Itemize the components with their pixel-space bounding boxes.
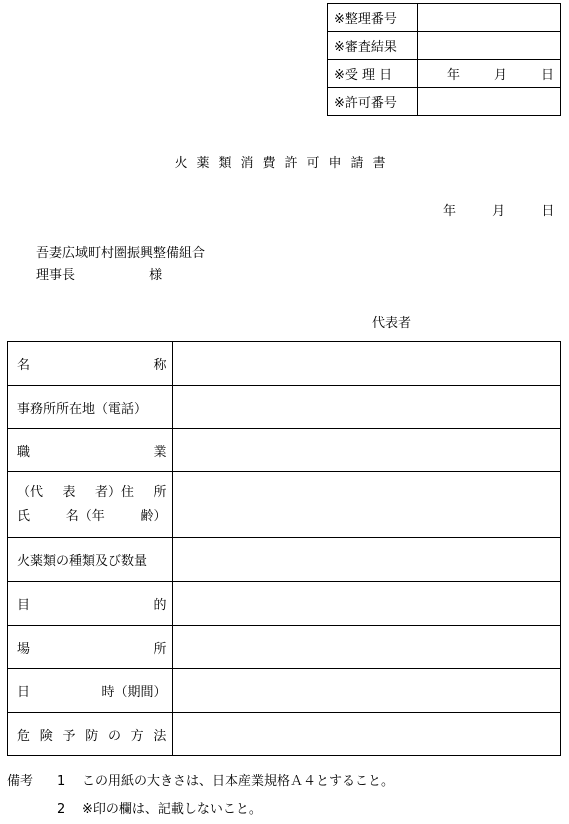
receipt-year-unit: 年 [446,68,460,83]
note-item-1 [7,768,394,796]
label-part: 方 [130,728,144,744]
date-year-unit: 年 [443,204,457,219]
label-occupation-part: 業 [153,444,167,460]
note-text: ※印の欄は、記載しないこと。 [82,802,262,817]
addressee-position: 理事長 [36,268,76,283]
label-location-part: 所 [153,641,167,657]
row-hazard-prevention [8,713,561,756]
addressee-honorific: 様 [149,268,163,283]
office-field-review-result[interactable] [418,32,561,60]
label-part: 齢） [140,508,167,524]
office-label-permit-number: ※許可番号 [328,88,418,116]
row-office-address [8,386,561,429]
office-label-reference-number: ※整理番号 [328,4,418,32]
office-row-receipt-date [328,60,561,88]
label-part: の [107,728,121,744]
form-title: 火薬類消費許可申請書 [174,156,395,171]
notes-heading: 備考 [7,774,34,789]
label-name [8,342,173,386]
label-purpose [8,582,173,626]
office-row-permit-number [328,88,561,116]
office-field-reference-number[interactable] [418,4,561,32]
receipt-month-unit: 月 [493,68,507,83]
office-field-permit-number[interactable] [418,88,561,116]
label-part: 法 [153,728,167,744]
office-row-review-result [328,32,561,60]
addressee-block [36,243,205,287]
row-representative [8,472,561,538]
note-number: 1 [57,774,66,789]
office-field-receipt-date[interactable] [418,60,561,88]
label-representative [8,472,173,538]
label-occupation [8,429,173,472]
label-datetime [8,669,173,713]
label-part: 予 [62,728,76,744]
application-date [443,200,554,219]
note-number: 2 [57,802,66,817]
note-item-2 [7,796,394,824]
office-use-table [327,3,561,116]
date-month-unit: 月 [492,204,506,219]
label-part: （代 [17,484,44,500]
field-purpose[interactable] [173,582,561,626]
label-part: 表 [62,484,76,500]
label-name-part: 名 [17,358,31,373]
representative-label: 代表者 [372,316,412,331]
field-representative[interactable] [173,472,561,538]
field-occupation[interactable] [173,429,561,472]
field-hazard-prevention[interactable] [173,713,561,756]
label-datetime-part: 時（期間） [101,685,167,700]
field-name[interactable] [173,342,561,386]
label-representative-address [17,481,166,505]
label-datetime-part: 日 [17,685,31,700]
row-explosive-type [8,538,561,582]
label-location-part: 場 [17,641,31,657]
row-datetime [8,669,561,713]
field-explosive-type[interactable] [173,538,561,582]
row-name [8,342,561,386]
label-purpose-part: 的 [153,598,167,613]
receipt-day-unit: 日 [540,68,554,83]
label-part: 者）住 [94,484,134,500]
label-occupation-part: 職 [17,444,31,460]
label-location [8,626,173,669]
label-representative-name-age [17,505,166,529]
note-text: この用紙の大きさは、日本産業規格Ａ４とすること。 [82,774,395,789]
label-part: 所 [153,484,167,500]
label-name-part: 称 [153,358,167,373]
label-purpose-part: 目 [17,598,31,613]
office-label-receipt-date: ※受 理 日 [328,60,418,88]
office-label-review-result: ※審査結果 [328,32,418,60]
label-part: 危 [17,728,31,744]
addressee-line [36,265,205,287]
row-purpose [8,582,561,626]
label-part: 防 [85,728,99,744]
field-location[interactable] [173,626,561,669]
application-table [7,341,561,756]
office-row-reference-number [328,4,561,32]
field-office-address[interactable] [173,386,561,429]
label-explosive-type: 火薬類の種類及び数量 [8,538,173,582]
field-datetime[interactable] [173,669,561,713]
label-part: 氏 [17,508,31,524]
label-part: 名（年 [65,508,105,524]
row-location [8,626,561,669]
label-hazard-prevention [8,713,173,756]
label-part: 険 [39,728,53,744]
label-office-address: 事務所所在地（電話） [8,386,173,429]
row-occupation [8,429,561,472]
addressee-organization: 吾妻広域町村圏振興整備組合 [36,246,206,261]
date-day-unit: 日 [541,204,555,219]
